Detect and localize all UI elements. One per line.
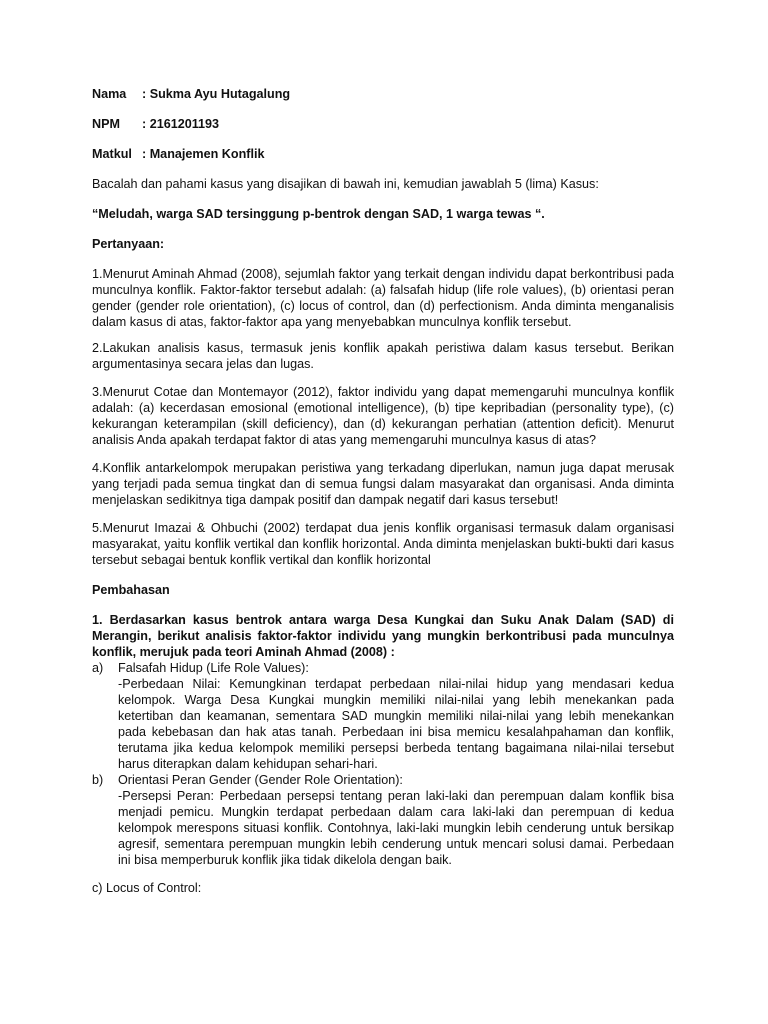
question-5: 5.Menurut Imazai & Ohbuchi (2002) terdapat dua jenis konflik organisasi termasuk dalam organisasi masyarakat, yaitu konflik vertikal dan konflik horizontal. Anda diminta menjelaskan bukti-bukti dari kasus tersebut sebagai bentuk konflik vertikal dan konflik horizontal (92, 521, 674, 567)
list-item-title: Orientasi Peran Gender (Gender Role Orientation): (118, 773, 403, 787)
npm-value: : 2161201193 (142, 117, 220, 131)
list-item (92, 660, 674, 772)
name-value: : Sukma Ayu Hutagalung (142, 87, 291, 101)
list-item-title: Falsafah Hidup (Life Role Values): (118, 661, 309, 675)
name-label: Nama (92, 87, 127, 101)
question-3: 3.Menurut Cotae dan Montemayor (2012), faktor individu yang dapat memengaruhi munculnya konflik adalah: (a) kecerdasan emosional (emotional intelligence), (b) tipe kepribadian (personality type), (c) kekurangan keterampilan (skill deficiency), dan (d) kekurangan perhatian (attention deficit). Menurut analisis Anda apakah terdapat faktor di atas yang memengaruhi munculnya kasus di atas? (92, 385, 674, 447)
question-4: 4.Konflik antarkelompok merupakan peristiwa yang terkadang diperlukan, namun juga dapat merusak yang terjadi pada semua tingkat dan di semua fungsi dalam masyarakat dan organisasi. Anda diminta menjelaskan sedikitnya tiga dampak positif dan dampak negatif dari kasus tersebut! (92, 461, 674, 507)
list-item-body: -Persepsi Peran: Perbedaan persepsi tentang peran laki-laki dan perempuan dalam konflik bisa menjadi pemicu. Mungkin terdapat perbedaan dalam cara laki-laki dan perempuan di kedua kelompok merespons situasi konflik. Contohnya, laki-laki mungkin lebih cenderung untuk bersikap agresif, sementara perempuan mungkin lebih cenderung untuk mencari solusi damai. Perbedaan ini bisa memperburuk konflik jika tidak dikelola dengan baik. (118, 789, 674, 867)
questions-heading: Pertanyaan: (92, 237, 165, 251)
course-value: : Manajemen Konflik (142, 147, 265, 161)
npm-label: NPM (92, 117, 120, 131)
discussion-heading: Pembahasan (92, 583, 170, 597)
question-1: 1.Menurut Aminah Ahmad (2008), sejumlah faktor yang terkait dengan individu dapat berkontribusi pada munculnya konflik. Faktor-faktor tersebut adalah: (a) falsafah hidup (life role values), (b) orientasi peran gender (gender role orientation), (c) locus of control, dan (d) perfectionism. Anda diminta menganalisis dalam kasus di atas, faktor-faktor apa yang menyebabkan munculnya konflik tersebut. (92, 267, 674, 329)
intro-text: Bacalah dan pahami kasus yang disajikan di bawah ini, kemudian jawablah 5 (lima) Kasus: (92, 177, 599, 191)
course-row (92, 146, 674, 162)
discussion-intro: 1. Berdasarkan kasus bentrok antara warga Desa Kungkai dan Suku Anak Dalam (SAD) di Merangin, berikut analisis faktor-faktor individu yang mungkin berkontribusi pada munculnya konflik, merujuk pada teori Aminah Ahmad (2008) : (92, 613, 674, 659)
list-marker: b) (92, 773, 104, 787)
case-title: “Meludah, warga SAD tersinggung p-bentrok dengan SAD, 1 warga tewas “. (92, 207, 545, 221)
list-marker: a) (92, 661, 104, 675)
list-item (92, 772, 674, 868)
question-2: 2.Lakukan analisis kasus, termasuk jenis konflik apakah peristiwa dalam kasus tersebut. Berikan argumentasinya secara jelas dan lugas. (92, 341, 674, 371)
next-item-heading: c) Locus of Control: (92, 881, 202, 895)
npm-row (92, 116, 674, 132)
course-label: Matkul (92, 147, 132, 161)
name-row (92, 86, 674, 102)
list-item-body: -Perbedaan Nilai: Kemungkinan terdapat perbedaan nilai-nilai hidup yang mendasari kedua kelompok. Warga Desa Kungkai mungkin memiliki nilai-nilai yang lebih menekankan pada ketertiban dan keamanan, sementara SAD mungkin memiliki nilai-nilai yang lebih menekankan pada kebebasan dan hak atas tanah. Perbedaan ini bisa memicu kesalahpahaman dan konflik, terutama jika kedua kelompok memiliki persepsi berbeda tentang bagaimana nilai-nilai tersebut harus diterapkan dalam kehidupan sehari-hari. (118, 677, 674, 771)
